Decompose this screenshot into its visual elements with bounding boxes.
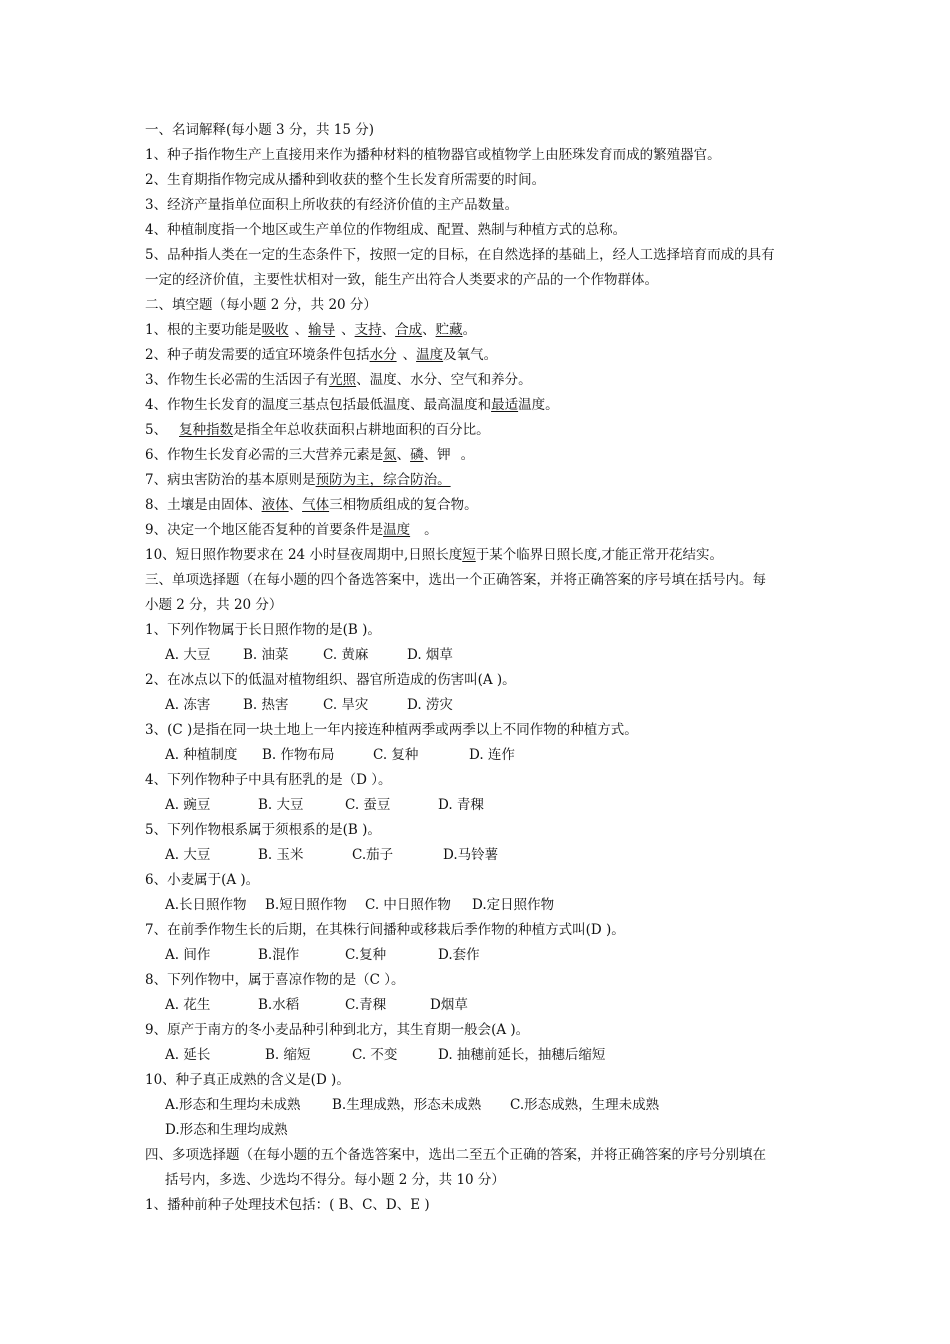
text: 。 <box>437 472 451 488</box>
text: 、 <box>288 497 303 513</box>
text: 。 <box>462 322 477 338</box>
text: 、 <box>381 322 396 338</box>
fill-question-8 <box>145 496 478 514</box>
choice-question-2: 2、在冰点以下的低温对植物组织、器官所造成的伤害叫(A )。 <box>145 672 516 688</box>
option: D.定日照作物 <box>472 897 555 913</box>
answer: 合成 <box>395 322 423 338</box>
text: 1、根的主要功能是 <box>145 322 262 338</box>
text: 、 <box>341 322 355 338</box>
fill-question-6 <box>145 446 474 464</box>
option: B. 玉米 <box>258 847 304 863</box>
section-4-heading-cont: 括号内，多选、少选均不得分。每小题 2 分，共 10 分） <box>165 1172 505 1188</box>
choice-question-4: 4、下列作物种子中具有胚乳的是（D ）。 <box>145 772 392 788</box>
definition-4: 4、种植制度指一个地区或生产单位的作物组成、配置、熟制与种植方式的总称。 <box>145 222 627 238</box>
definition-5: 5、品种指人类在一定的生态条件下，按照一定的目标，在自然选择的基础上，经人工选择培育而成的具有 <box>145 247 775 263</box>
text: 三相物质组成的复合物。 <box>329 497 478 513</box>
text: 及氧气。 <box>443 347 498 363</box>
text: 7、病虫害防治的基本原则是 <box>145 472 316 488</box>
option: B. 油菜 <box>243 647 289 663</box>
option: C.形态成熟，生理未成熟 <box>510 1097 660 1113</box>
option: C. 复种 <box>373 747 419 763</box>
answer: 液体 <box>261 497 289 513</box>
fill-question-7 <box>145 471 451 489</box>
answer: 氮 <box>383 447 397 463</box>
option: A. 大豆 <box>165 647 211 663</box>
answer: 气体 <box>302 497 330 513</box>
text: 温度。 <box>518 397 559 413</box>
option: B.生理成熟，形态未成熟 <box>332 1097 482 1113</box>
option: D. 涝灾 <box>407 697 453 713</box>
choice-question-10: 10、种子真正成熟的含义是(D )。 <box>145 1072 350 1088</box>
option: B. 热害 <box>243 697 289 713</box>
option: D. 青稞 <box>438 797 484 813</box>
option: C.复种 <box>345 947 387 963</box>
text: 4、作物生长发育的温度三基点包括最低温度、最高温度和 <box>145 397 492 413</box>
choice-question-6: 6、小麦属于(A )。 <box>145 872 260 888</box>
option: A.形态和生理均未成熟 <box>165 1097 301 1113</box>
text: 。 <box>424 522 438 538</box>
fill-question-9 <box>145 521 438 539</box>
text: 9、决定一个地区能否复种的首要条件是 <box>145 522 384 538</box>
fill-question-5 <box>145 421 490 439</box>
option: D. 连作 <box>469 747 515 763</box>
option: A.长日照作物 <box>165 897 247 913</box>
answer: 磷 <box>410 447 424 463</box>
fill-question-4 <box>145 396 559 414</box>
choice-question-3: 3、(C )是指在同一块土地上一年内接连种植两季或两季以上不同作物的种植方式。 <box>145 722 638 738</box>
option: B. 缩短 <box>265 1047 311 1063</box>
option: C. 蚕豆 <box>345 797 391 813</box>
option: C. 中日照作物 <box>365 897 451 913</box>
section-3-heading: 三、单项选择题（在每小题的四个备选答案中，选出一个正确答案，并将正确答案的序号填在括号内。每 <box>145 572 766 588</box>
answer: 支持 <box>354 322 382 338</box>
answer: 温度 <box>383 522 411 538</box>
definition-1: 1、种子指作物生产上直接用来作为播种材料的植物器官或植物学上由胚珠发育而成的繁殖器官。 <box>145 147 721 163</box>
text: 是指全年总收获面积占耕地面积的百分比。 <box>233 422 490 438</box>
text: 、 <box>294 322 309 338</box>
answer: 输导 <box>308 322 336 338</box>
answer: 贮藏 <box>435 322 463 338</box>
text: 6、作物生长发育必需的三大营养元素是 <box>145 447 384 463</box>
option: B. 作物布局 <box>262 747 335 763</box>
text: 、 <box>396 447 411 463</box>
option: A. 豌豆 <box>165 797 211 813</box>
fill-question-2 <box>145 346 497 364</box>
text: 于某个临界日照长度,才能正常开花结实。 <box>475 547 724 563</box>
fill-question-3 <box>145 371 532 389</box>
option: A. 间作 <box>165 947 211 963</box>
option: C. 不变 <box>352 1047 398 1063</box>
option: A. 冻害 <box>165 697 211 713</box>
text: 3、作物生长必需的生活因子有 <box>145 372 330 388</box>
answer: 预防为主，综合防治 <box>315 472 438 488</box>
answer: 吸收 <box>261 322 289 338</box>
definition-3: 3、经济产量指单位面积上所收获的有经济价值的主产品数量。 <box>145 197 519 213</box>
option: C.茄子 <box>352 847 394 863</box>
option: D.套作 <box>438 947 480 963</box>
choice-question-9: 9、原产于南方的冬小麦品种引种到北方，其生育期一般会(A )。 <box>145 1022 530 1038</box>
answer: 光照 <box>329 372 357 388</box>
option: B.混作 <box>258 947 300 963</box>
text: 。 <box>460 447 475 463</box>
answer: 温度 <box>416 347 444 363</box>
option: C. 旱灾 <box>323 697 369 713</box>
option: C. 黄麻 <box>323 647 369 663</box>
text: 、 <box>402 347 417 363</box>
section-2-heading: 二、填空题（每小题 2 分，共 20 分） <box>145 297 377 313</box>
text: 5、 <box>145 422 168 438</box>
option: D.形态和生理均成熟 <box>165 1122 288 1138</box>
choice-question-8: 8、下列作物中，属于喜凉作物的是（C ）。 <box>145 972 405 988</box>
text: 、 <box>422 322 436 338</box>
option: D烟草 <box>430 997 468 1013</box>
definition-5-cont: 一定的经济价值，主要性状相对一致，能生产出符合人类要求的产品的一个作物群体。 <box>145 272 658 288</box>
option: D.马铃薯 <box>443 847 499 863</box>
answer: 最适 <box>491 397 519 413</box>
option: A. 花生 <box>165 997 211 1013</box>
text: 8、土壤是由固体、 <box>145 497 262 513</box>
answer: 短 <box>462 547 476 563</box>
text: 10、短日照作物要求在 24 小时昼夜周期中,日照长度 <box>145 547 463 563</box>
choice-question-5: 5、下列作物根系属于须根系的是(B )。 <box>145 822 381 838</box>
text: 、温度、水分、空气和养分。 <box>356 372 532 388</box>
choice-question-1: 1、下列作物属于长日照作物的是(B )。 <box>145 622 381 638</box>
option: A. 大豆 <box>165 847 211 863</box>
option: D. 烟草 <box>407 647 453 663</box>
choice-options-10-cont <box>165 1121 288 1139</box>
answer: 复种指数 <box>179 422 234 438</box>
section-1-heading: 一、名词解释(每小题 3 分，共 15 分) <box>145 122 374 138</box>
option: B. 大豆 <box>258 797 304 813</box>
section-3-heading-cont: 小题 2 分，共 20 分） <box>145 597 283 613</box>
text: 2、种子萌发需要的适宜环境条件包括 <box>145 347 370 363</box>
option: B.短日照作物 <box>265 897 347 913</box>
answer: 水分 <box>369 347 397 363</box>
definition-2: 2、生育期指作物完成从播种到收获的整个生长发育所需要的时间。 <box>145 172 546 188</box>
fill-question-10 <box>145 546 723 564</box>
option: B.水稻 <box>258 997 300 1013</box>
option: D. 抽穗前延长，抽穗后缩短 <box>438 1047 606 1063</box>
option: A. 种植制度 <box>165 747 238 763</box>
option: C.青稞 <box>345 997 387 1013</box>
multi-question-1: 1、播种前种子处理技术包括：( B、C、D、E ) <box>145 1197 430 1213</box>
choice-question-7: 7、在前季作物生长的后期，在其株行间播种或移栽后季作物的种植方式叫(D )。 <box>145 922 625 938</box>
section-4-heading: 四、多项选择题（在每小题的五个备选答案中，选出二至五个正确的答案，并将正确答案的序号分别填在 <box>145 1147 766 1163</box>
text: 、钾 <box>423 447 451 463</box>
option: A. 延长 <box>165 1047 211 1063</box>
fill-question-1 <box>145 321 476 339</box>
